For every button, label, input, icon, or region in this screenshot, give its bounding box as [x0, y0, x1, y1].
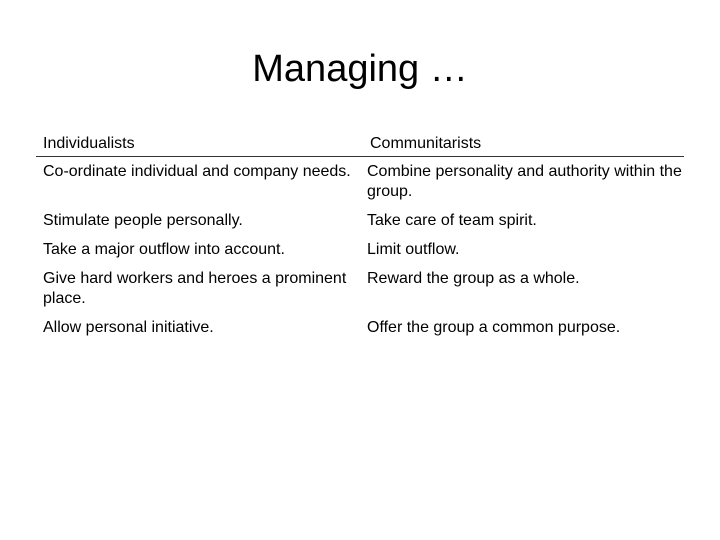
cell-communitarist: Offer the group a common purpose. [367, 319, 621, 336]
cell-communitarist: Reward the group as a whole. [367, 270, 580, 287]
table-header [36, 130, 684, 157]
table-row [36, 314, 684, 343]
table-row [36, 236, 684, 265]
cell-individualist: Give hard workers and heroes a prominent place. [43, 270, 347, 307]
table-row [36, 207, 684, 236]
header-communitarists: Communitarists [370, 135, 482, 152]
cell-individualist: Stimulate people personally. [43, 212, 243, 229]
header-individualists: Individualists [43, 135, 135, 152]
comparison-table [36, 130, 684, 343]
table-row [36, 265, 684, 314]
cell-communitarist: Limit outflow. [367, 241, 460, 258]
cell-individualist: Take a major outflow into account. [43, 241, 285, 258]
cell-communitarist: Combine personality and authority within the group. [367, 163, 682, 200]
cell-communitarist: Take care of team spirit. [367, 212, 537, 229]
cell-individualist: Allow personal initiative. [43, 319, 214, 336]
table-row [36, 157, 684, 207]
cell-individualist: Co-ordinate individual and company needs. [43, 163, 351, 180]
slide-title: Managing … [252, 48, 468, 90]
